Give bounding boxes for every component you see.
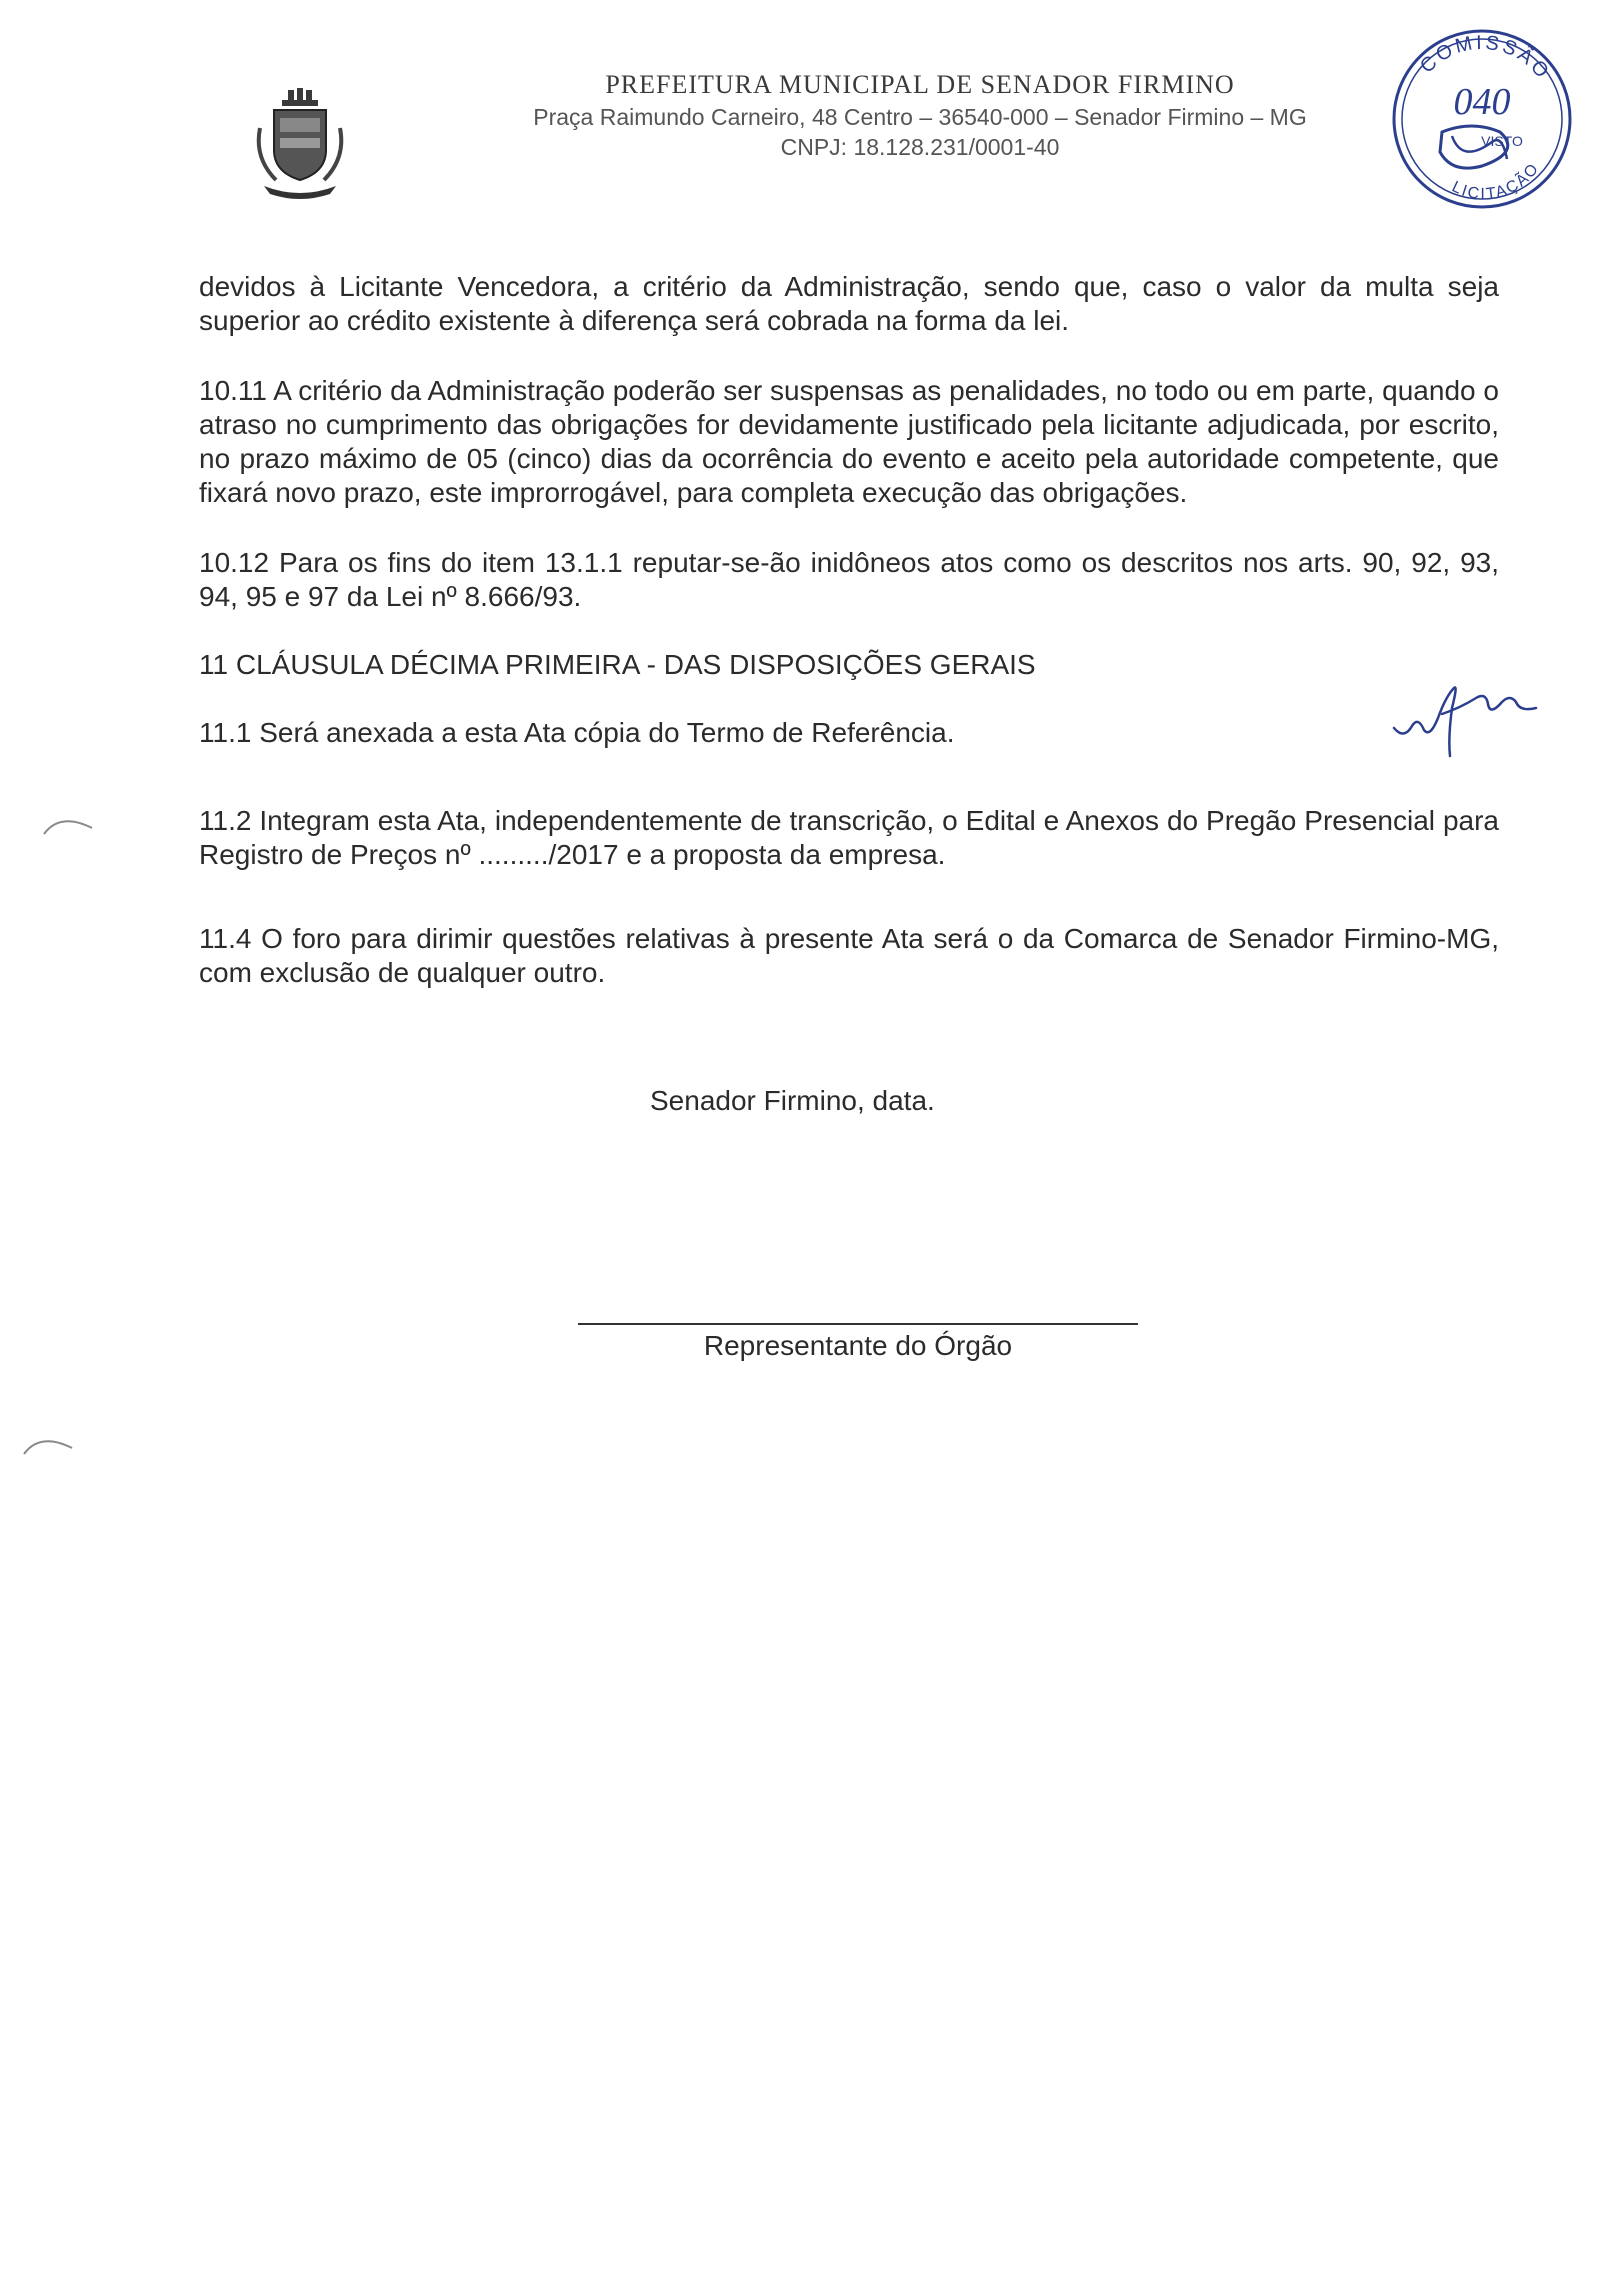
stamp-top-text: COMISSÃO	[1416, 31, 1555, 85]
institution-address: Praça Raimundo Carneiro, 48 Centro – 36540-000 – Senador Firmino – MG	[533, 104, 1307, 130]
paragraph-10-12: 10.12 Para os fins do item 13.1.1 reputar-se-ão inidôneos atos como os descritos nos arts. 90, 92, 93, 94, 95 e 97 da Lei nº 8.666/93.	[199, 547, 1499, 612]
clause-11-heading: 11 CLÁUSULA DÉCIMA PRIMEIRA - DAS DISPOSIÇÕES GERAIS	[199, 649, 1036, 680]
paragraph-penalty-deduction: devidos à Licitante Vencedora, a critério da Administração, sendo que, caso o valor da multa seja superior ao crédito existente à diferença será cobrada na forma da lei.	[199, 271, 1499, 336]
municipal-crest-icon	[250, 88, 350, 200]
stamp-bottom-text: LICITAÇÃO	[1449, 159, 1544, 204]
signature-label: Representante do Órgão	[703, 1330, 1013, 1361]
institution-cnpj: CNPJ: 18.128.231/0001-40	[780, 134, 1060, 160]
handwritten-initials	[1390, 668, 1540, 758]
commission-stamp	[1382, 24, 1582, 214]
institution-name: PREFEITURA MUNICIPAL DE SENADOR FIRMINO	[605, 70, 1235, 99]
paragraph-11-4: 11.4 O foro para dirimir questões relativas à presente Ata será o da Comarca de Senador Firmino-MG, com exclusão de qualquer outro.	[199, 923, 1499, 988]
svg-text:LICITAÇÃO	[1449, 160, 1543, 203]
scan-mark	[20, 1428, 80, 1458]
stamp-number: 040	[1453, 81, 1511, 123]
paragraph-10-11: 10.11 A critério da Administração poderão ser suspensas as penalidades, no todo ou em parte, quando o atraso no cumprimento das obrigações for devidamente justificado pela licitante adjudicada, por escrito, no prazo máximo de 05 (cinco) dias da ocorrência do evento e aceito pela autoridade competente, que fixará novo prazo, este improrrogável, para completa execução das obrigações.	[199, 375, 1499, 508]
letterhead	[430, 70, 1410, 164]
date-line: Senador Firmino, data.	[650, 1085, 935, 1116]
paragraph-11-2: 11.2 Integram esta Ata, independentemente de transcrição, o Edital e Anexos do Pregão Presencial para Registro de Preços nº ........./2017 e a proposta da empresa.	[199, 805, 1499, 870]
document-body	[199, 270, 1499, 1024]
signature-line	[578, 1323, 1138, 1325]
paragraph-11-1: 11.1 Será anexada a esta Ata cópia do Termo de Referência.	[199, 717, 955, 748]
stamp-middle-text: VISTO	[1481, 133, 1523, 149]
scan-mark	[40, 808, 100, 838]
